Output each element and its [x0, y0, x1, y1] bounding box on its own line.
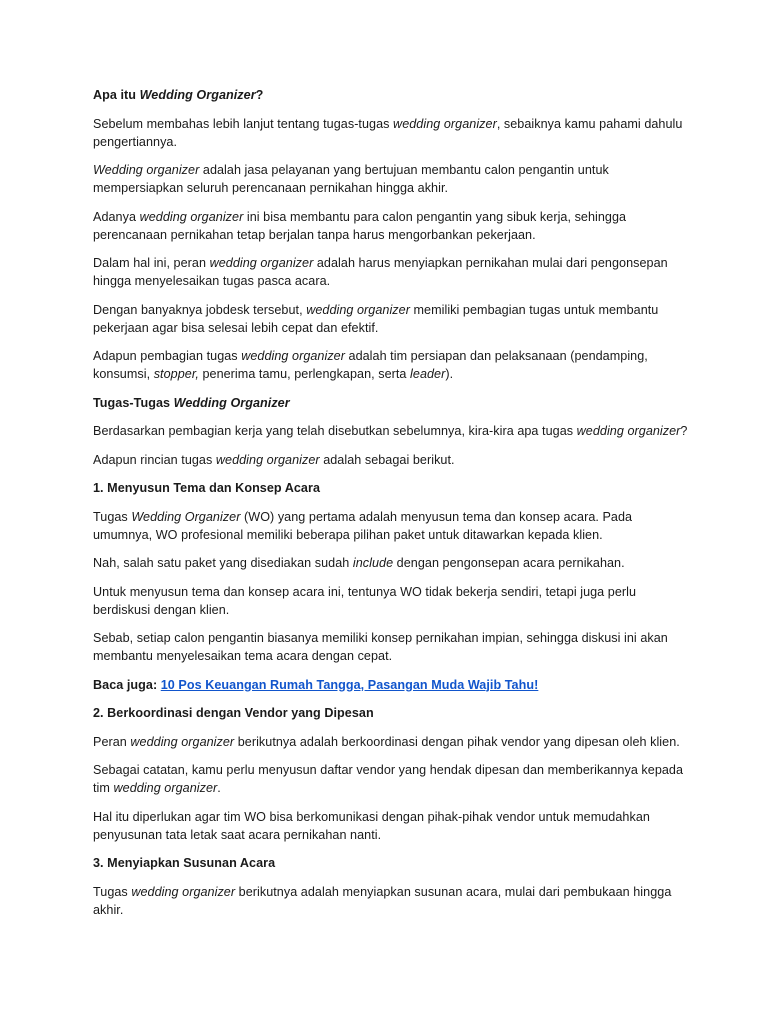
italic-text: wedding organizer: [139, 209, 244, 224]
paragraph: [93, 115, 688, 151]
paragraph: [93, 761, 688, 797]
text-run: Tugas-Tugas: [93, 395, 174, 410]
italic-text: wedding organizer: [209, 256, 314, 270]
paragraph: [93, 508, 688, 544]
text-run: Sebagai catatan, kamu perlu menyusun daftar vendor yang hendak dipesan dan memberikannya kepada tim: [93, 763, 684, 795]
section-heading: [93, 479, 688, 497]
italic-text: include: [352, 556, 394, 570]
italic-text: wedding organizer: [576, 424, 681, 438]
section-heading: [93, 676, 688, 694]
text-run: , sebaiknya kamu pahami dahulu pengertiannya.: [93, 116, 683, 149]
section-heading: [93, 394, 688, 412]
paragraph: [93, 883, 688, 919]
paragraph: [93, 554, 688, 572]
text-run: Dengan banyaknya jobdesk tersebut,: [93, 302, 307, 317]
text-run: Tugas: [93, 884, 132, 899]
italic-text: wedding organizer: [215, 452, 320, 467]
text-run: Untuk menyusun tema dan konsep acara ini, tentunya WO tidak bekerja sendiri, tetapi juga perlu berdiskusi dengan klien.: [93, 584, 637, 617]
text-run: dengan pengonsepan acara pernikahan.: [393, 556, 625, 570]
paragraph: [93, 583, 688, 619]
related-article-link[interactable]: 10 Pos Keuangan Rumah Tangga, Pasangan Muda Wajib Tahu!: [160, 677, 539, 692]
text-run: Peran: [93, 734, 131, 749]
text-run: berikutnya adalah berkoordinasi dengan pihak vendor yang dipesan oleh klien.: [234, 734, 680, 749]
text-run: Apa itu: [93, 88, 140, 102]
paragraph: [93, 629, 688, 665]
italic-text: Wedding Organizer: [139, 88, 256, 102]
italic-text: wedding organizer: [306, 302, 410, 317]
italic-text: wedding organizer: [241, 349, 345, 363]
text-run: 2. Berkoordinasi dengan Vendor yang Dipesan: [93, 706, 374, 720]
text-run: ?: [680, 424, 688, 438]
document-body: [93, 86, 688, 919]
paragraph: [93, 422, 688, 440]
text-run: ini bisa membantu para calon pengantin yang sibuk kerja, sehingga perencanaan pernikahan tetap berjalan tanpa harus mengorbankan pekerjaan.: [93, 209, 627, 242]
paragraph: [93, 451, 688, 469]
text-run: ).: [445, 367, 454, 381]
italic-text: stopper,: [153, 367, 199, 381]
text-run: ?: [255, 88, 264, 102]
text-run: 3. Menyiapkan Susunan Acara: [93, 856, 276, 870]
paragraph: [93, 808, 688, 844]
italic-text: Wedding Organizer: [131, 509, 241, 524]
text-run: adalah jasa pelayanan yang bertujuan membantu calon pengantin untuk mempersiapkan seluruh perencanaan pernikahan hingga akhir.: [93, 163, 609, 195]
text-run: (WO) yang pertama adalah menyusun tema dan konsep acara. Pada umumnya, WO profesional memiliki beberapa pilihan paket untuk ditawarkan kepada klien.: [93, 509, 633, 542]
section-heading: [93, 704, 688, 722]
section-heading: [93, 86, 688, 104]
italic-text: leader: [410, 367, 446, 381]
paragraph: [93, 208, 688, 244]
text-run: Dalam hal ini, peran: [93, 256, 210, 270]
text-run: adalah harus menyiapkan pernikahan mulai dari pengonsepan hingga menyelesaikan tugas pasca acara.: [93, 256, 668, 288]
italic-text: wedding organizer: [130, 734, 235, 749]
paragraph: [93, 733, 688, 751]
paragraph: [93, 347, 688, 383]
paragraph: [93, 254, 688, 290]
italic-text: wedding organizer: [131, 884, 236, 899]
text-run: penerima tamu, perlengkapan, serta: [198, 367, 411, 381]
italic-text: wedding organizer: [113, 781, 218, 795]
text-run: Adapun pembagian tugas: [93, 349, 242, 363]
text-run: Berdasarkan pembagian kerja yang telah disebutkan sebelumnya, kira-kira apa tugas: [93, 424, 577, 438]
paragraph: [93, 161, 688, 197]
text-run: Adapun rincian tugas: [93, 452, 216, 467]
italic-text: wedding organizer: [393, 116, 497, 131]
italic-text: Wedding Organizer: [173, 395, 290, 410]
text-run: Nah, salah satu paket yang disediakan sudah: [93, 556, 353, 570]
text-run: Hal itu diperlukan agar tim WO bisa berkomunikasi dengan pihak-pihak vendor untuk memudahkan penyusunan tata letak saat acara pernikahan nanti.: [93, 809, 650, 842]
text-run: Sebab, setiap calon pengantin biasanya memiliki konsep pernikahan impian, sehingga diskusi ini akan membantu menyelesaikan tema acara dengan cepat.: [93, 631, 668, 663]
text-run: adalah tim persiapan dan pelaksanaan (pendamping, konsumsi,: [93, 349, 648, 381]
text-run: 1. Menyusun Tema dan Konsep Acara: [93, 481, 320, 495]
italic-text: Wedding organizer: [93, 163, 200, 177]
text-run: Sebelum membahas lebih lanjut tentang tugas-tugas: [93, 116, 394, 131]
text-run: adalah sebagai berikut.: [319, 452, 455, 467]
text-run: berikutnya adalah menyiapkan susunan acara, mulai dari pembukaan hingga akhir.: [93, 884, 672, 917]
paragraph: [93, 301, 688, 337]
text-run: Adanya: [93, 209, 140, 224]
text-run: Baca juga:: [93, 677, 161, 692]
text-run: .: [217, 781, 221, 795]
text-run: Tugas: [93, 509, 132, 524]
section-heading: [93, 854, 688, 872]
text-run: memiliki pembagian tugas untuk membantu pekerjaan agar bisa selesai lebih cepat dan efektif.: [93, 302, 659, 335]
